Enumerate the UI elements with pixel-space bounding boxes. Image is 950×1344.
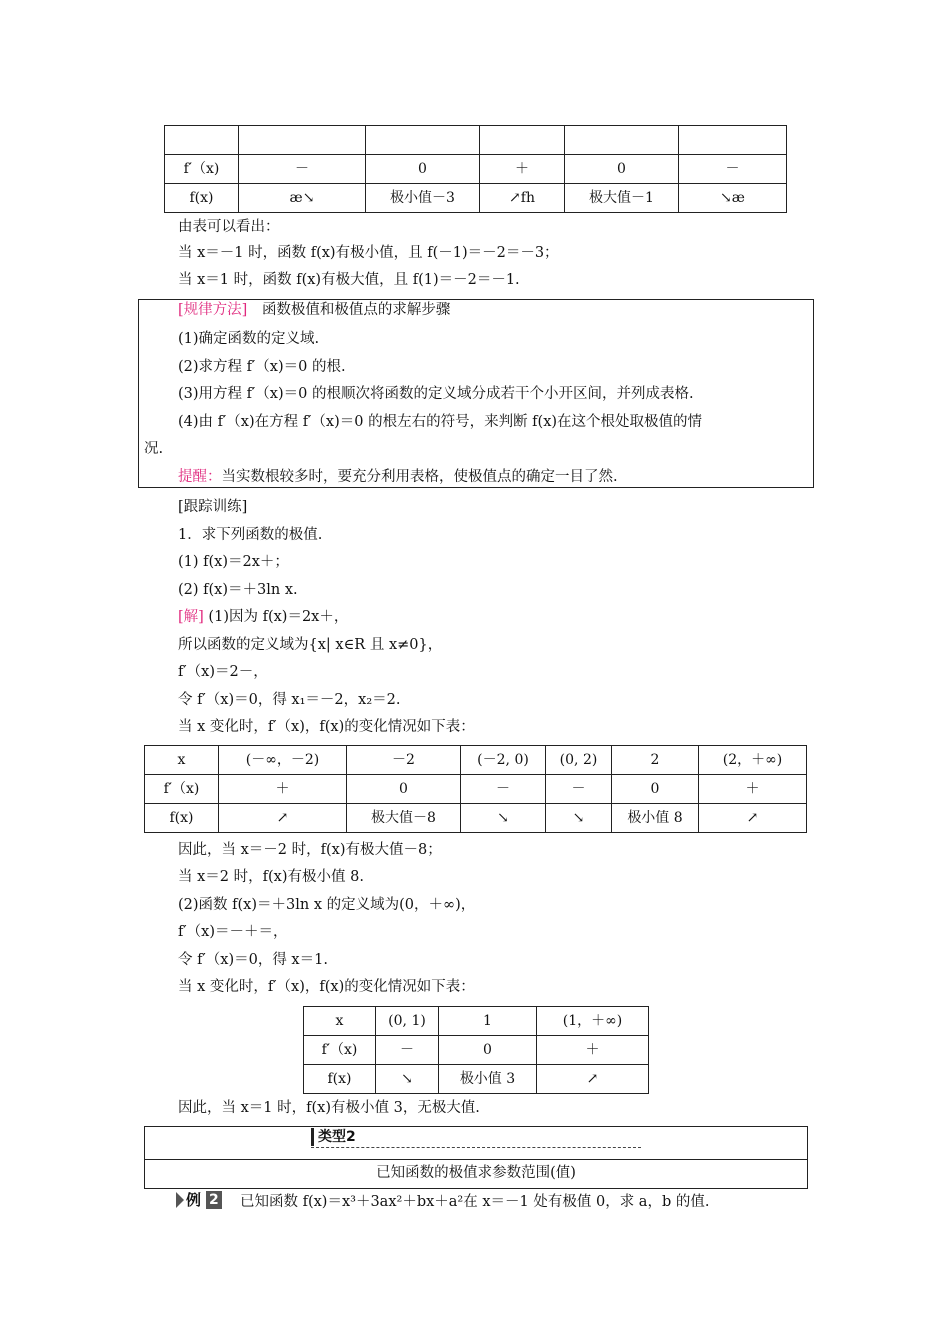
paragraph-line: 令 f′（x)＝0，得 x₁＝－2，x₂＝2. xyxy=(178,692,401,708)
table-cell: f(x) xyxy=(165,184,239,213)
table-row xyxy=(304,1036,649,1065)
solution-tag: [解] xyxy=(178,609,204,625)
method-tag: [规律方法] xyxy=(178,302,248,318)
example-number-badge: 2 xyxy=(206,1191,222,1209)
table-cell: － xyxy=(376,1036,439,1065)
method-heading xyxy=(178,300,450,320)
table-cell: (1，＋∞) xyxy=(537,1007,649,1036)
table-cell: 0 xyxy=(565,155,679,184)
paragraph-line: f′（x)＝－＋＝， xyxy=(178,924,288,940)
practice-question: 1．求下列函数的极值. xyxy=(178,527,323,543)
paragraph-line: 令 f′（x)＝0，得 x＝1. xyxy=(178,952,328,968)
table-cell: －2 xyxy=(347,746,461,775)
table-cell: ＋ xyxy=(219,775,347,804)
paragraph-line: 因此，当 x＝－2 时，f(x)有极大值－8； xyxy=(178,842,442,858)
table-cell: (－∞，－2) xyxy=(219,746,347,775)
table-cell xyxy=(366,126,480,155)
table-cell xyxy=(480,126,565,155)
table-cell: － xyxy=(239,155,366,184)
method-step: 况. xyxy=(144,441,164,457)
triangle-icon xyxy=(176,1192,184,1208)
table-cell: 0 xyxy=(612,775,699,804)
table-cell: ↘ xyxy=(376,1065,439,1094)
table-cell: ＋ xyxy=(537,1036,649,1065)
table-cell: (－2, 0) xyxy=(461,746,546,775)
table-cell: ↗ xyxy=(219,804,347,833)
method-step: (3)用方程 f′（x)＝0 的根顺次将函数的定义域分成若干个小开区间，并列成表格. xyxy=(178,386,694,402)
table-cell: 1 xyxy=(439,1007,537,1036)
table-2 xyxy=(144,745,807,833)
table-cell: － xyxy=(461,775,546,804)
table-cell: 极小值 8 xyxy=(612,804,699,833)
paragraph-line: 当 x 变化时，f′（x)，f(x)的变化情况如下表： xyxy=(178,979,475,995)
table-cell: 极小值－3 xyxy=(366,184,480,213)
table-cell: f(x) xyxy=(304,1065,376,1094)
method-step: (4)由 f′（x)在方程 f′（x)＝0 的根左右的符号，来判断 f(x)在这个根处取极值的情 xyxy=(178,414,703,430)
table-cell: ↗fh xyxy=(480,184,565,213)
paragraph-line: 因此，当 x＝1 时，f(x)有极小值 3，无极大值. xyxy=(178,1100,480,1116)
solution-line xyxy=(178,607,348,627)
table-cell: x xyxy=(145,746,219,775)
table-cell: ＋ xyxy=(480,155,565,184)
practice-tag: [跟踪训练] xyxy=(178,499,248,515)
table-cell: 0 xyxy=(366,155,480,184)
table-cell: 极大值－1 xyxy=(565,184,679,213)
example-word: 例 xyxy=(186,1191,202,1209)
table-cell: 极大值－8 xyxy=(347,804,461,833)
table-1 xyxy=(164,125,787,213)
table-cell: ↗ xyxy=(699,804,807,833)
table-cell: (2，＋∞) xyxy=(699,746,807,775)
type-box xyxy=(144,1126,808,1189)
table-cell xyxy=(565,126,679,155)
table-cell: ↘ xyxy=(546,804,612,833)
type-label: 类型2 xyxy=(311,1128,356,1146)
method-step: (2)求方程 f′（x)＝0 的根. xyxy=(178,359,346,375)
table-row xyxy=(304,1065,649,1094)
paragraph-line: 当 x＝－1 时，函数 f(x)有极小值，且 f(－1)＝－2＝－3； xyxy=(178,245,559,261)
table-row xyxy=(145,746,807,775)
table-cell: 0 xyxy=(439,1036,537,1065)
example-text: 已知函数 f(x)＝x³＋3ax²＋bx＋a²在 x＝－1 处有极值 0，求 a，b 的值. xyxy=(240,1194,710,1210)
table-row xyxy=(165,155,787,184)
paragraph-line: (2)函数 f(x)＝＋3ln x 的定义域为(0，＋∞)， xyxy=(178,897,476,913)
table-cell xyxy=(165,126,239,155)
tip-label: 提醒： xyxy=(178,469,222,485)
paragraph-line: f′（x)＝2－， xyxy=(178,664,268,680)
table-cell: － xyxy=(679,155,787,184)
table-cell: f′（x) xyxy=(165,155,239,184)
method-title: 函数极值和极值点的求解步骤 xyxy=(261,302,451,318)
paragraph-line: 当 x＝1 时，函数 f(x)有极大值，且 f(1)＝－2＝－1. xyxy=(178,272,520,288)
method-step: (1)确定函数的定义域. xyxy=(178,331,320,347)
table-cell xyxy=(239,126,366,155)
tip-text: 当实数根较多时，要充分利用表格，使极值点的确定一目了然. xyxy=(221,469,618,485)
table-cell: f′（x) xyxy=(145,775,219,804)
table-row xyxy=(304,1007,649,1036)
table-row xyxy=(145,775,807,804)
table-cell: － xyxy=(546,775,612,804)
paragraph-line: 当 x 变化时，f′（x)，f(x)的变化情况如下表： xyxy=(178,719,475,735)
table-cell: ↗ xyxy=(537,1065,649,1094)
solution-text: (1)因为 f(x)＝2x＋， xyxy=(203,609,349,625)
table-3 xyxy=(303,1006,649,1094)
table-row xyxy=(165,184,787,213)
table-cell: (0, 2) xyxy=(546,746,612,775)
table-cell: ↘æ xyxy=(679,184,787,213)
type-title: 已知函数的极值求参数范围(值) xyxy=(376,1165,576,1181)
table-cell: 2 xyxy=(612,746,699,775)
table-cell: f(x) xyxy=(145,804,219,833)
table-cell: ＋ xyxy=(699,775,807,804)
table-cell: f′（x) xyxy=(304,1036,376,1065)
paragraph-line: 所以函数的定义域为{x| x∈R 且 x≠0}， xyxy=(178,637,443,653)
table-row xyxy=(145,804,807,833)
table-cell: 0 xyxy=(347,775,461,804)
table-cell: æ↘ xyxy=(239,184,366,213)
divider xyxy=(145,1159,807,1160)
table-cell: (0, 1) xyxy=(376,1007,439,1036)
method-tip xyxy=(178,467,618,487)
dashed-rule xyxy=(311,1147,641,1148)
paragraph-line: 由表可以看出： xyxy=(178,219,280,235)
table-row xyxy=(165,126,787,155)
table-cell: x xyxy=(304,1007,376,1036)
table-cell: 极小值 3 xyxy=(439,1065,537,1094)
practice-question-2: (2) f(x)＝＋3ln x. xyxy=(178,582,298,598)
table-cell xyxy=(679,126,787,155)
table-cell: ↘ xyxy=(461,804,546,833)
practice-question-1: (1) f(x)＝2x＋； xyxy=(178,554,289,570)
paragraph-line: 当 x＝2 时，f(x)有极小值 8. xyxy=(178,869,364,885)
